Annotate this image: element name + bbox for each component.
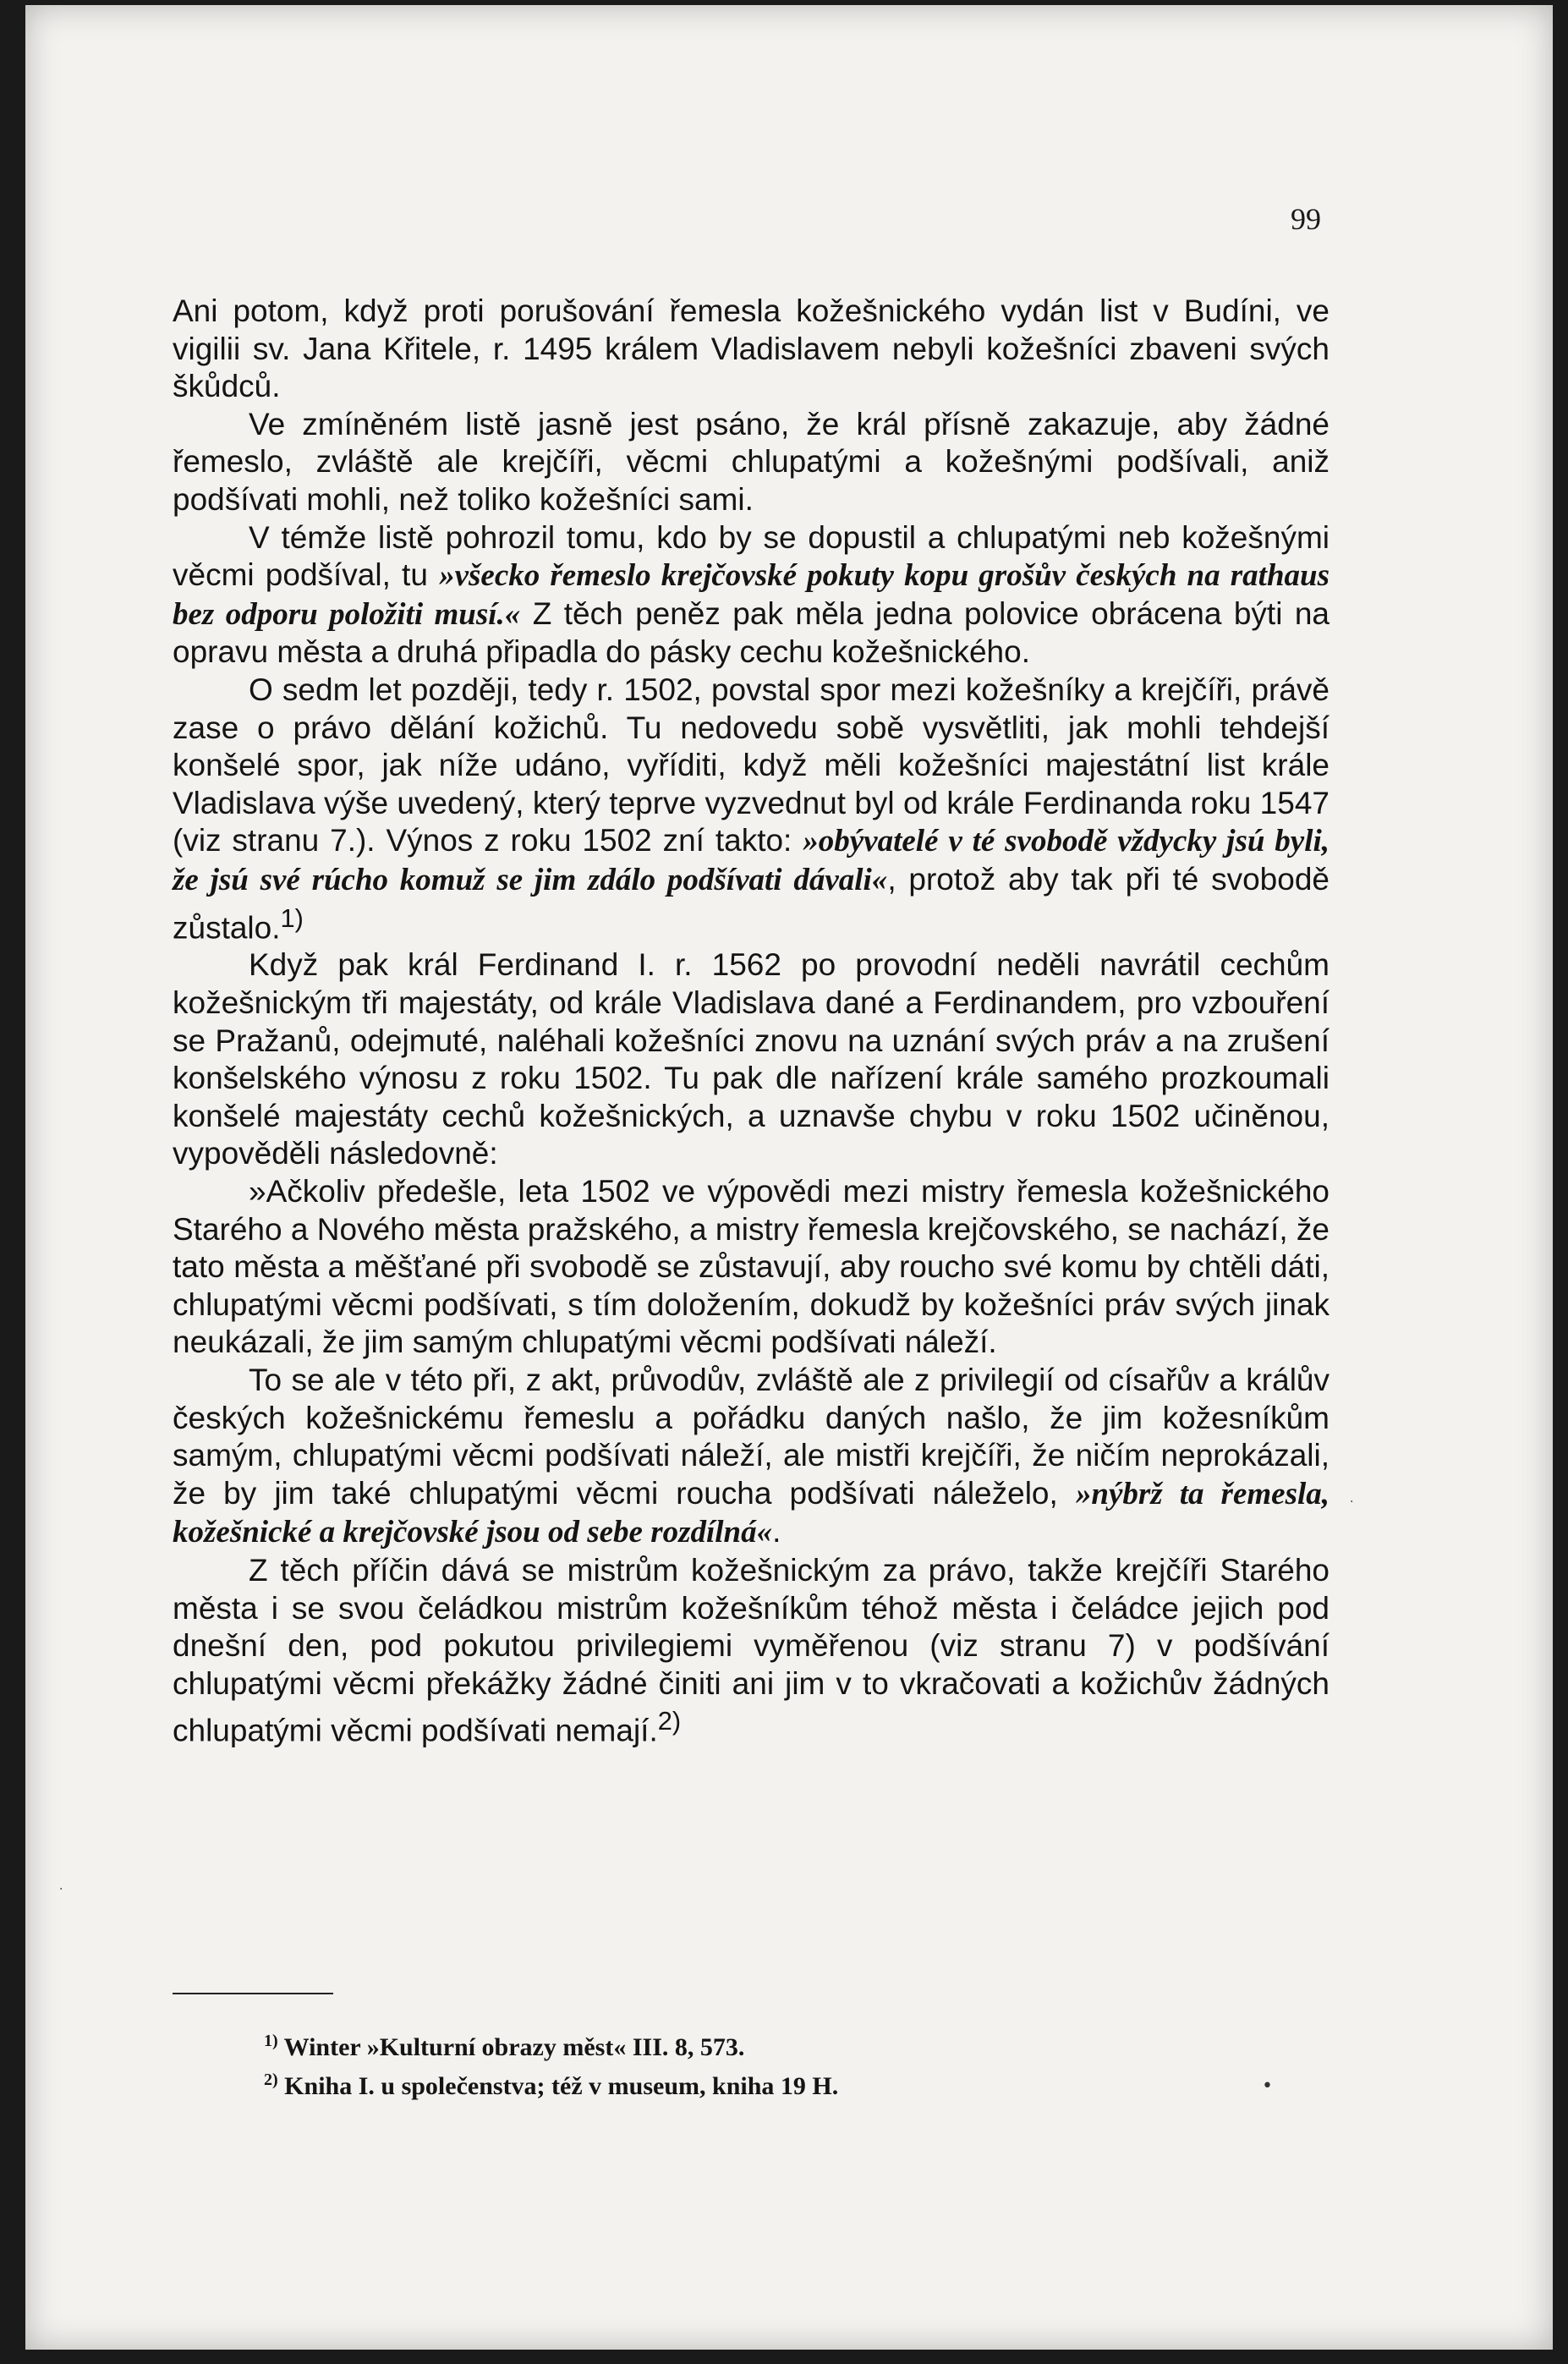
footnote-ref-1: 1) [280,902,304,933]
paragraph-3 [173,519,1330,672]
paragraph-7-text-b: . [772,1514,781,1549]
paragraph-4-text-b: , protož aby tak při té svobodě zůstalo. [173,861,1330,945]
footnote-2-text: Kniha I. u společenstva; též v museum, kniha 19 H. [284,2072,839,2100]
paragraph-7-text-a: To se ale v této při, z akt, průvodův, zvláště ale z privilegií od císařův a králův českých kožešnickému řemeslu a pořádku daných našlo, že jim kožesníkům samým, chlupatými věcmi podšívati náleží, ale mistři krejčíři, že ničím neprokázali, že by jim také chlupatými věcmi roucha podšívati náleželo, [173,1362,1330,1511]
footnotes [264,2025,1194,2103]
paragraph-4-text-a: O sedm let později, tedy r. 1502, povstal spor mezi kožešníky a krejčíři, právě zase o právo dělání kožichů. Tu nedovedu sobě vysvětliti, jak mohli tehdejší konšelé spor, jak níže udáno, vyříditi, když měli kožešníci majestátní list krále Vladislava výše uvedený, který teprve vyzvednut byl od krále Ferdinanda roku 1547 (viz stranu 7.). Výnos z roku 1502 zní takto: [173,672,1330,858]
footnote-2 [264,2064,1194,2103]
footnote-2-mark: 2) [264,2071,278,2089]
book-page [25,5,1553,2350]
footnote-1-text: Winter »Kulturní obrazy měst« III. 8, 573. [283,2033,745,2061]
paragraph-3-text-a: V témže listě pohrozil tomu, kdo by se dopustil a chlupatými neb kožešnými věcmi podšíval, tu [173,519,1330,593]
page-number: 99 [1291,202,1321,236]
paragraph-4-quote: »obývatelé v té svobodě vždycky jsú byli, že jsú své rúcho komuž se jim zdálo podšívati dávali« [173,824,1330,897]
ink-speck-icon: · [1350,1495,1354,1509]
paragraph-5: Když pak král Ferdinand I. r. 1562 po provodní neděli navrátil cechům kožešnickým tři majestáty, od krále Vladislava dané a Ferdinandem, pro vzbouření se Pražanů, odejmuté, naléhali kožešníci znovu na uznání svých práv a na zrušení konšelského výnosu z roku 1502. Tu pak dle nařízení krále samého prozkoumali konšelé majestáty cechů kožešnických, a uznavše chybu v roku 1502 učiněnou, vypověděli následovně: [173,947,1330,1171]
footnote-ref-2: 2) [657,1706,682,1736]
footnote-divider [173,1993,333,1994]
body-text [173,293,1330,1750]
paragraph-3-text-b: Z těch peněz pak měla jedna polovice obrácena býti na opravu města a druhá připadla do pásky cechu kožešnického. [173,595,1330,670]
ink-speck-icon: · [59,1883,63,1896]
footnote-1-mark: 1) [264,2032,278,2050]
ink-speck-icon: • [1262,2076,1273,2097]
paragraph-8-text: Z těch příčin dává se mistrům kožešnickým za právo, takže krejčíři Starého města i se svou čeládkou mistrům kožešníkům téhož města i čeládce jejich pod dnešní den, pod pokutou privilegiemi vyměřenou (viz stranu 7) v podšívání chlupatými věcmi překážky žádné činiti ani jim v to vkračovati a kožichův žádných chlupatými věcmi podšívati nemají. [173,1552,1330,1748]
paragraph-8 [173,1552,1330,1750]
paragraph-1: Ani potom, když proti porušování řemesla kožešnického vydán list v Budíni, ve vigilii sv. Jana Křitele, r. 1495 králem Vladislavem nebyli kožešníci zbaveni svých škůdců. [173,293,1330,404]
paragraph-3-quote: »všecko řemeslo krejčovské pokuty kopu grošův českých na rathaus bez odporu položiti musí.« [173,558,1330,632]
paragraph-2: Ve zmíněném listě jasně jest psáno, že král přísně zakazuje, aby žádné řemeslo, zvláště ale krejčíři, věcmi chlupatými a kožešnými podšívali, aniž podšívati mohli, než toliko kožešníci sami. [173,406,1330,517]
paragraph-4 [173,672,1330,946]
paragraph-7-quote: »nýbrž ta řemesla, kožešnické a krejčovské jsou od sebe rozdílná« [173,1476,1330,1550]
footnote-1 [264,2025,1194,2064]
paragraph-6-verdict: »Ačkoliv předešle, leta 1502 ve výpovědi mezi mistry řemesla kožešnického Starého a Nového města pražského, a mistry řemesla krejčovského, se nachází, že tato města a měšťané při svobodě se zůstavují, aby roucho své komu by chtěli dáti, chlupatými věcmi podšívati, s tím doložením, dokudž by kožešníci práv svých jinak neukázali, že jim samým chlupatými věcmi podšívati náleží. [173,1173,1330,1360]
paragraph-7 [173,1362,1330,1552]
